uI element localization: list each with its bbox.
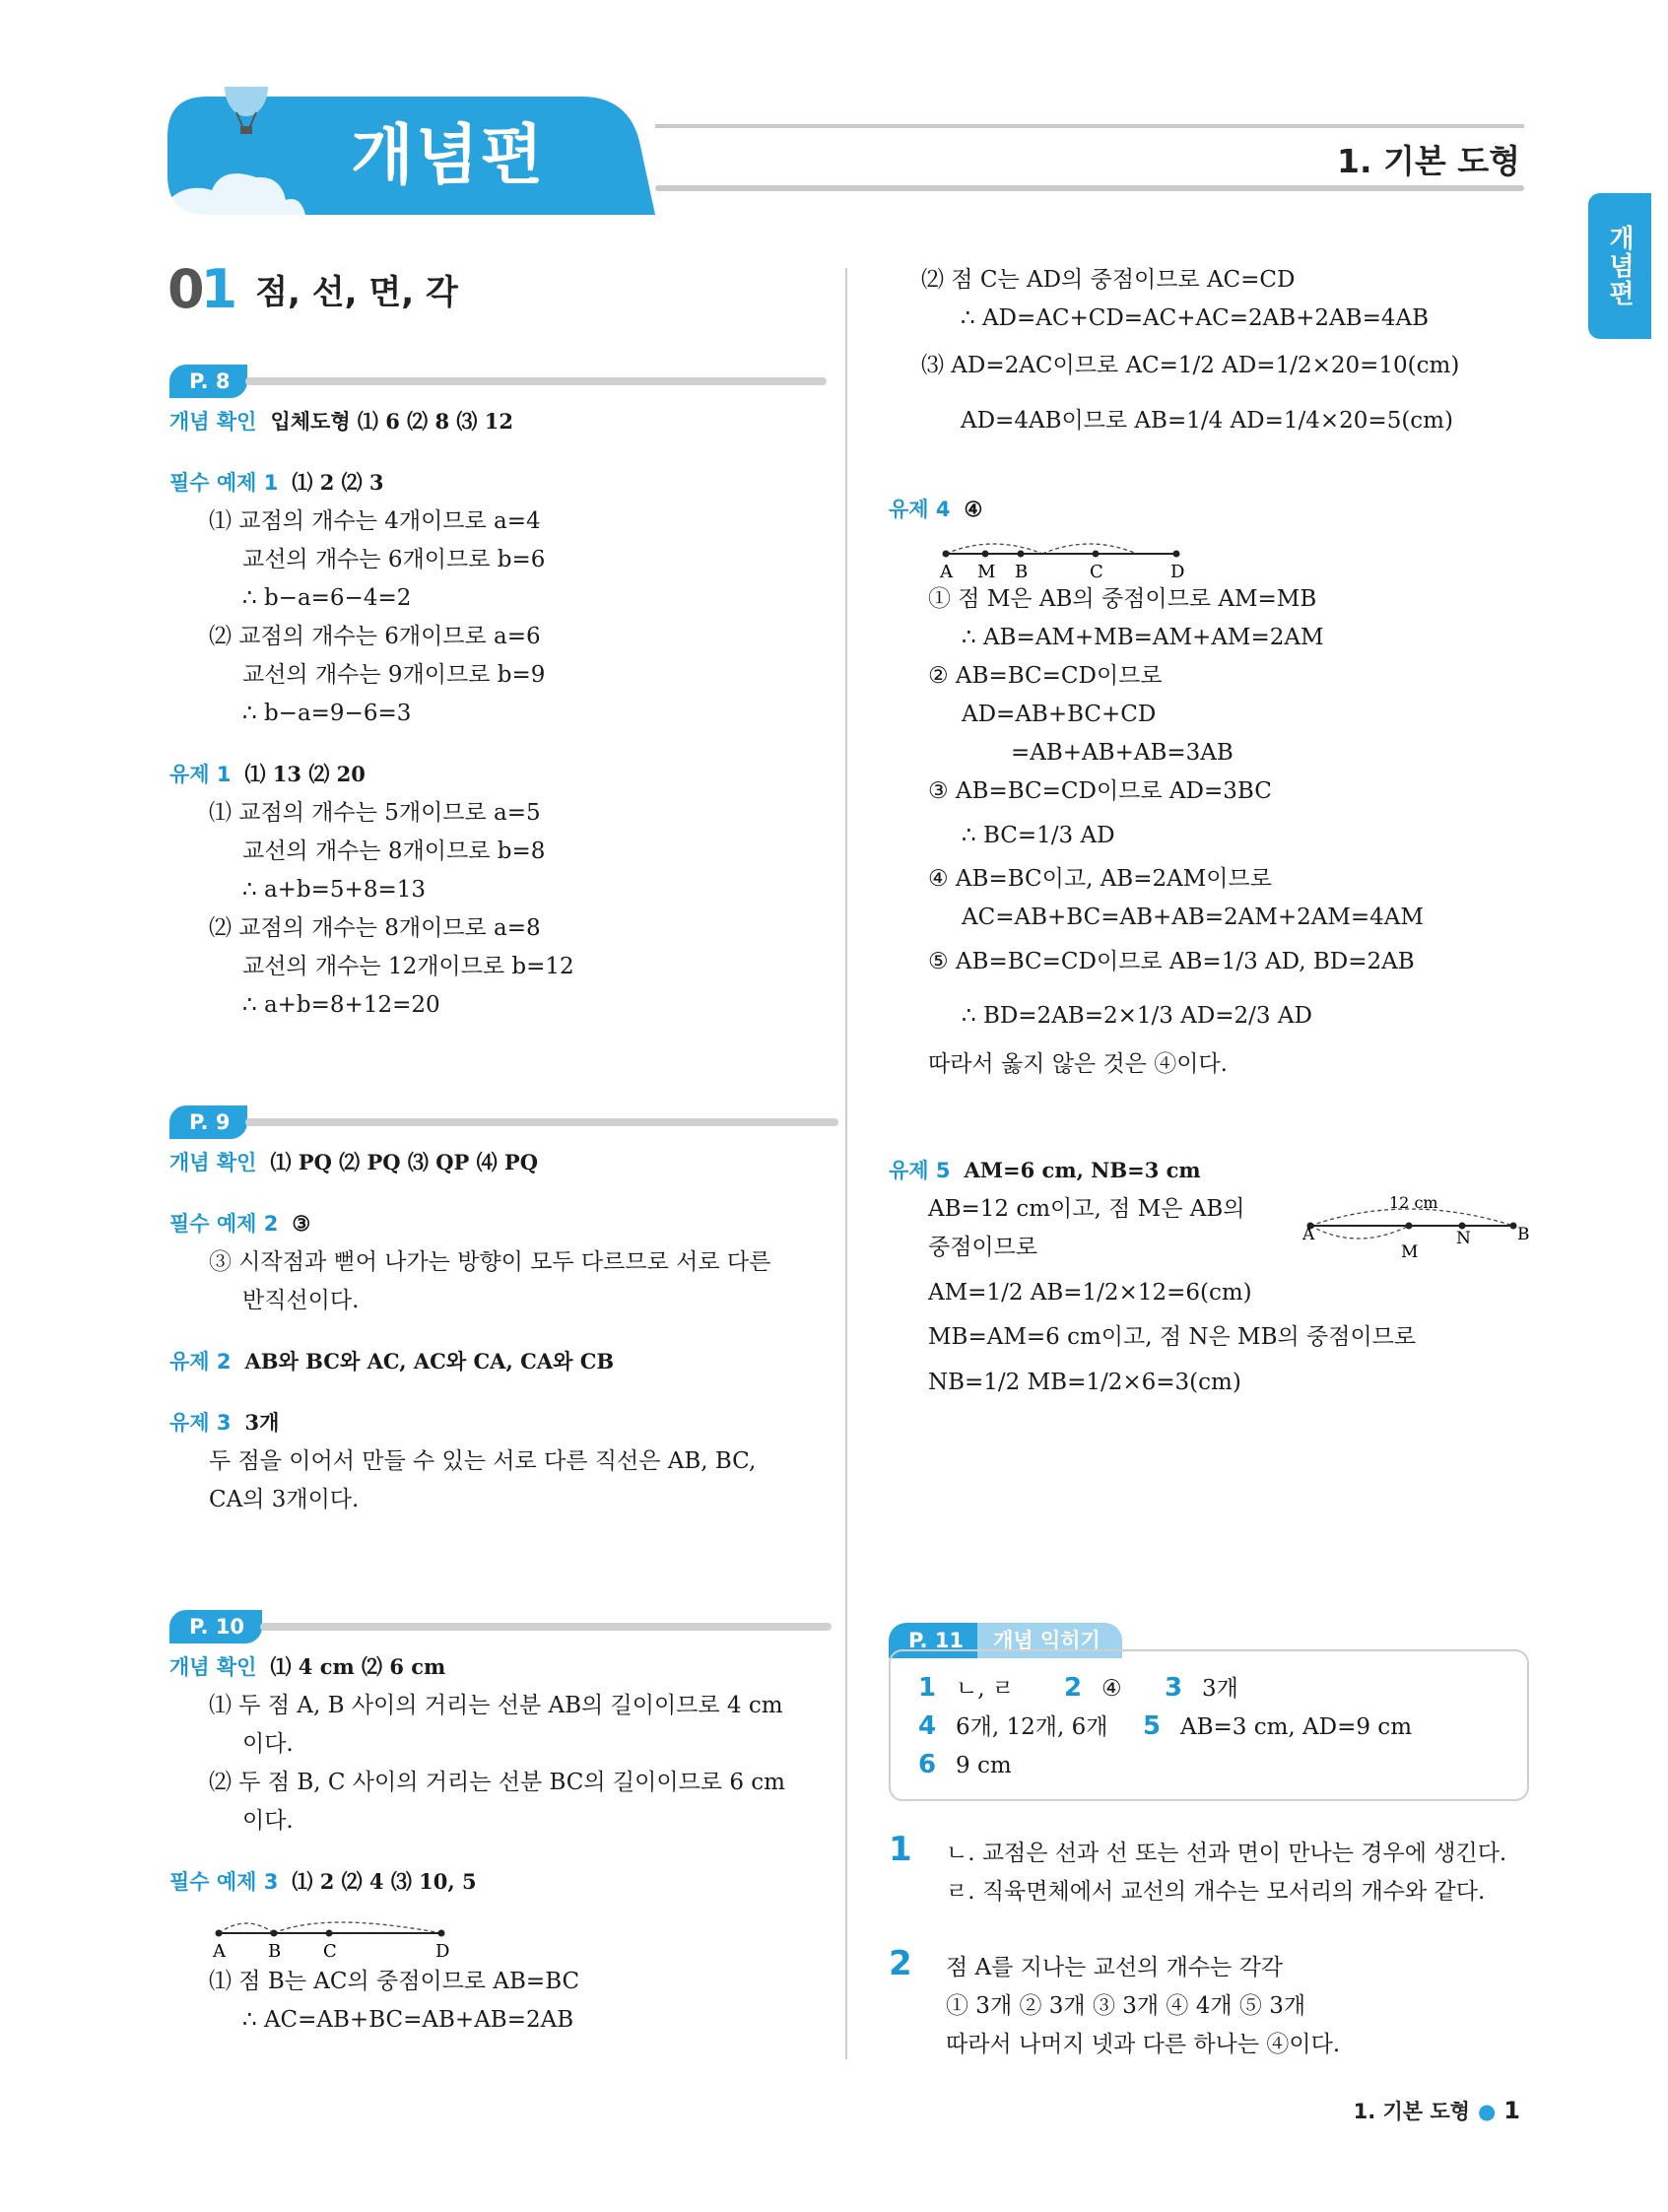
figure-segment-ambcd [934,532,1190,583]
page-footer: 1. 기본 도형 ● 1 [1353,2097,1520,2124]
page-tag-p10: P. 10 [169,1610,832,1643]
figure-segment-abcd [207,1910,473,1961]
svg-text:M: M [977,562,996,582]
header-rule [655,124,1524,128]
header-rule-bottom [655,185,1524,191]
right-u4: 유제 4 ④ ① 점 M은 AB의 중점이므로 AM=MB ∴ AB=AM+MB=AM+AM=2AM ② AB=BC=CD이므로 AD=AB+BC+CD =AB+AB+AB=3AB ③ AB=BC=CD이므로 AD=3BC ∴ BC=1/3 AD ④ AB=BC이고, AB=2AM이므로 AC=AB+BC=AB+AB=2AM+2AM=4AM ⑤ AB=BC=CD이므로 AB=1/3 AD, BD=2AB ∴ BD=2AB=2×1/3 AD=2/3 AD 따라서 옳지 않은 것은 ④이다. [889,497,1424,1077]
point-label: A [213,1941,226,1961]
right-ex3-cont: ⑵ 점 C는 AD의 중점이므로 AC=CD ∴ AD=AC+CD=AC+AC=2AB+2AB=4AB ⑶ AD=2AC이므로 AC=1/2 AD=1/2×20=10(cm) AD=4AB이므로 AB=1/4 AD=1/4×20=5(cm) [921,267,1460,434]
side-tab[interactable]: 개념편 [1588,193,1651,339]
chapter-title: 1. 기본 도형 [1337,142,1520,180]
svg-text:C: C [1090,562,1103,582]
point-label: D [435,1941,450,1961]
section-heading [167,258,458,320]
p8-block: 개념 확인 입체도형 ⑴ 6 ⑵ 8 ⑶ 12 필수 예제 1 ⑴ 2 ⑵ 3 ⑴ 교점의 개수는 4개이므로 a=4 교선의 개수는 6개이므로 b=6 ∴ b−a=6−4=2 ⑵ 교점의 개수는 6개이므로 a=6 교선의 개수는 9개이므로 b=9 ∴ b−a=9−6=3 유제 1 ⑴ 13 ⑵ 20 ⑴ 교점의 개수는 5개이므로 a=5 교선의 개수는 8개이므로 b=8 ∴ a+b=5+8=13 ⑵ 교점의 개수는 8개이므로 a=8 교선의 개수는 12개이므로 b=12 ∴ a+b=8+12=20 [169,409,574,1018]
svg-text:D: D [1170,562,1185,582]
svg-text:B: B [1517,1225,1530,1244]
right-u5: 유제 5 AM=6 cm, NB=3 cm AB=12 cm이고, 점 M은 AB의 중점이므로 AM=1/2 AB=1/2×12=6(cm) MB=AM=6 cm이고, 점 N은 MB의 중점이므로 NB=1/2 MB=1/2×6=3(cm) [889,1158,1417,1395]
figure-segment-amnb [1299,1192,1535,1271]
section-name: 점, 선, 면, 각 [255,273,458,312]
length-label: 12 cm [1389,1193,1438,1212]
p11-answer-box: 1 ㄴ, ㄹ 2 ④ 3 3개 4 6개, 12개, 6개 5 AB=3 cm, AD=9 cm 6 9 cm [889,1649,1529,1801]
page-tag-p8: P. 8 [169,365,827,398]
page-tag-p9: P. 9 [169,1106,838,1139]
page-tag-p11: P. 11 개념 익히기 [889,1623,1122,1658]
section-number: 01 [167,258,234,320]
page-number: 1 [1503,2097,1520,2124]
svg-text:B: B [1015,562,1029,582]
p11-solution-1: 1 ㄴ. 교점은 선과 선 또는 선과 면이 만나는 경우에 생긴다. ㄹ. 직육면체에서 교선의 개수는 모서리의 개수와 같다. [889,1830,1507,1905]
page-title: 개념편 [351,117,546,193]
column-divider [845,268,847,2059]
svg-text:A: A [1302,1225,1315,1244]
point-label: C [323,1941,337,1961]
p10-block: 개념 확인 ⑴ 4 cm ⑵ 6 cm ⑴ 두 점 A, B 사이의 거리는 선분 AB의 길이이므로 4 cm 이다. ⑵ 두 점 B, C 사이의 거리는 선분 BC의 길이이므로 6 cm 이다. 필수 예제 3 ⑴ 2 ⑵ 4 ⑶ 10, 5 ⑴ 점 B는 AC의 중점이므로 AB=BC ∴ AC=AB+BC=AB+AB=2AB [169,1654,785,2033]
svg-text:A: A [940,562,953,582]
p11-solution-2: 2 점 A를 지나는 교선의 개수는 각각 ① 3개 ② 3개 ③ 3개 ④ 4개 ⑤ 3개 따라서 나머지 넷과 다른 하나는 ④이다. [889,1944,1341,2057]
svg-text:M: M [1401,1242,1419,1262]
point-label: B [268,1941,282,1961]
svg-text:N: N [1456,1229,1471,1248]
p9-block: 개념 확인 ⑴ PQ ⑵ PQ ⑶ QP ⑷ PQ 필수 예제 2 ③ ③ 시작점과 뻗어 나가는 방향이 모두 다르므로 서로 다른 반직선이다. 유제 2 AB와 BC와 AC, AC와 CA, CA와 CB 유제 3 3개 두 점을 이어서 만들 수 있는 서로 다른 직선은 AB, BC, CA의 3개이다. [169,1150,771,1512]
